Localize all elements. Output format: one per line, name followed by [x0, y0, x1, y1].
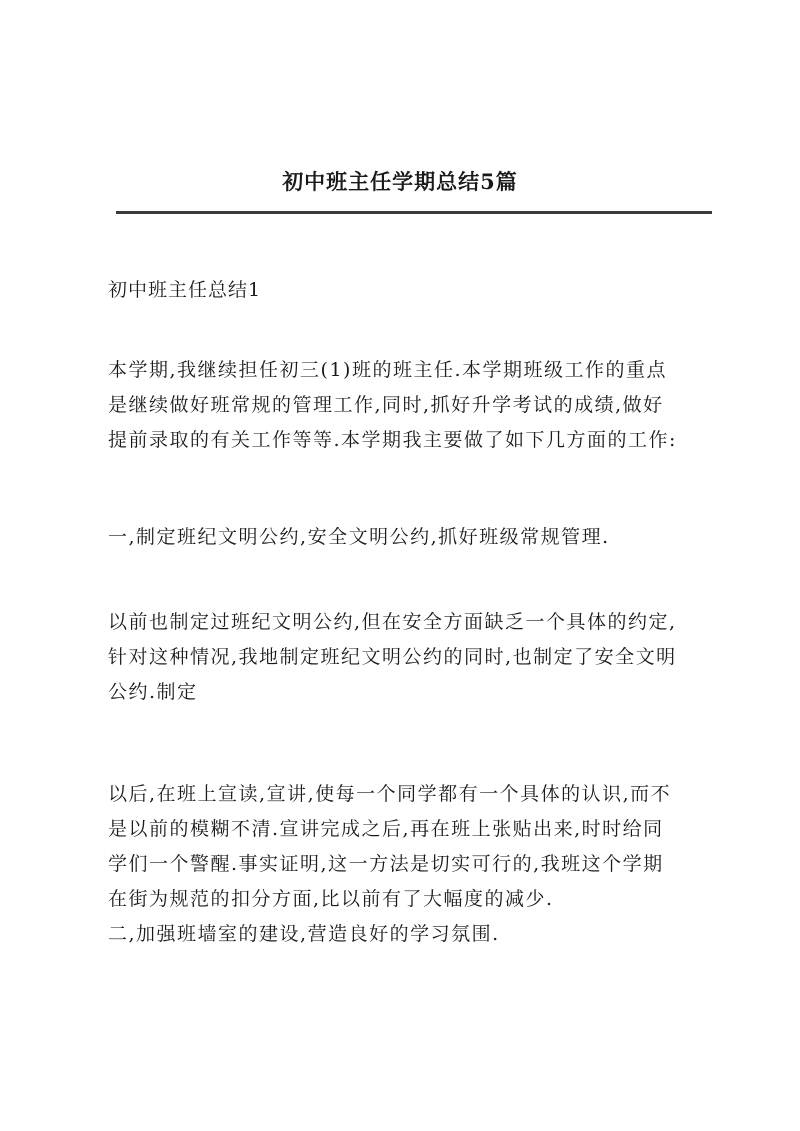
paragraph-4 [108, 777, 712, 952]
paragraph-line: 本学期,我继续担任初三(1)班的班主任.本学期班级工作的重点 [108, 359, 667, 381]
title-underline [116, 211, 712, 214]
paragraph-line: 在街为规范的扣分方面,比以前有了大幅度的减少. [108, 888, 554, 910]
paragraph-line: 是继续做好班常规的管理工作,同时,抓好升学考试的成绩,做好 [108, 394, 664, 416]
section-heading: 初中班主任总结1 [108, 279, 262, 301]
paragraph-line: 二,加强班墙室的建设,营造良好的学习氛围. [108, 923, 500, 945]
paragraph-3 [108, 605, 712, 710]
paragraph-line: 一,制定班纪文明公约,安全文明公约,抓好班级常规管理. [108, 526, 610, 548]
paragraph-1 [108, 353, 712, 458]
paragraph-line: 公约.制定 [108, 681, 198, 703]
paragraph-line: 针对这种情况,我地制定班纪文明公约的同时,也制定了安全文明 [108, 646, 677, 668]
paragraph-line: 学们一个警醒.事实证明,这一方法是切实可行的,我班这个学期 [108, 853, 664, 875]
paragraph-line: 是以前的模糊不清.宣讲完成之后,再在班上张贴出来,时时给同 [108, 818, 664, 840]
document-title: 初中班主任学期总结5篇 [282, 169, 518, 194]
paragraph-line: 提前录取的有关工作等等.本学期我主要做了如下几方面的工作: [108, 429, 677, 451]
paragraph-line: 以后,在班上宣读,宣讲,使每一个同学都有一个具体的认识,而不 [108, 783, 672, 805]
paragraph-2 [108, 520, 712, 555]
paragraph-line: 以前也制定过班纪文明公约,但在安全方面缺乏一个具体的约定, [108, 611, 677, 633]
